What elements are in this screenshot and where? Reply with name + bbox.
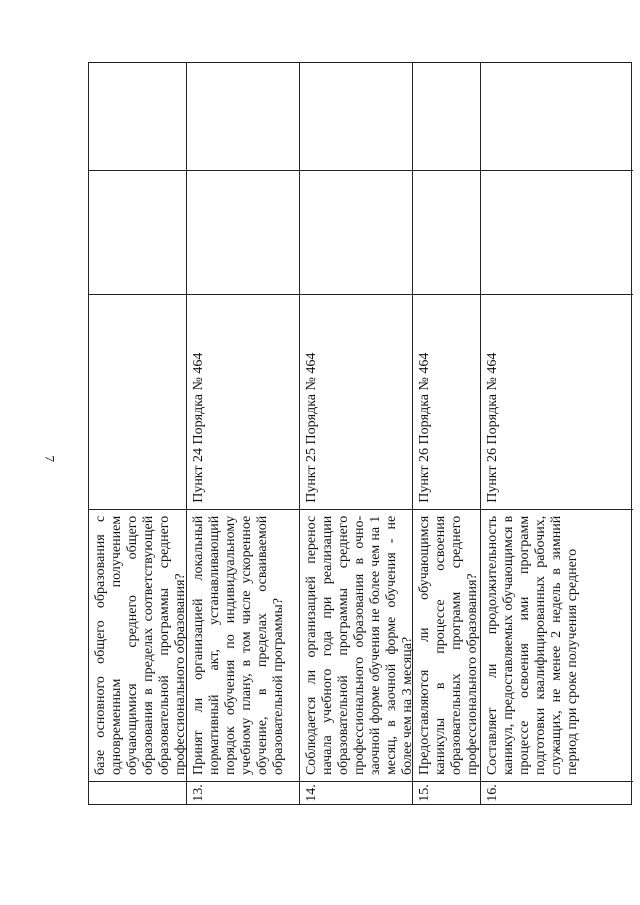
table-row [186,63,299,804]
empty-cell [89,171,186,296]
empty-cell [187,63,299,171]
table-row [299,63,415,804]
table-row [89,63,186,804]
reference-cell: Пункт 26 Порядка № 464 [481,295,633,509]
reference-cell [89,295,186,509]
reference-cell: Пункт 25 Порядка № 464 [300,295,412,509]
question-cell: Составляет ли продолжительность каникул, предоставляемых обучающимся в процессе освоения ими программ подготовки квалифицированных рабочих, служащих, не менее 2 недель в зимний период при сроке получения среднего [481,510,633,782]
page-number: 7 [42,455,58,462]
reference-cell: Пункт 26 Порядка № 464 [413,295,480,509]
empty-cell [481,63,633,171]
row-number: 15. [417,784,432,802]
empty-cell [187,171,299,296]
empty-cell [89,63,186,171]
empty-cell [300,63,412,171]
question-cell: Принят ли организацией локальный нормативный акт, устанавливающий порядок обучения по индивидуальному учебному плану, в том числе ускоренное обучение, в пределах осваиваемой образовательной программы? [187,510,299,782]
row-number: 13. [191,784,206,802]
empty-cell [413,171,480,296]
empty-cell [481,171,633,296]
row-number: 16. [485,784,500,802]
row-number [89,782,186,804]
requirements-table [88,62,632,805]
question-cell: Соблюдается ли организацией перенос начала учебного года при реализации образовательной программы среднего профессионального образования в очно-заочной форме обучения не более чем на 1 месяц, в заочной форме обучения - не более чем на 3 месяца? [300,510,412,782]
row-number: 14. [304,784,319,802]
question-cell: базе основного общего образования с одновременным получением обучающимися среднего общего образования в пределах соответствующей образовательной программы среднего профессионального образования? [89,510,186,782]
table-row [480,63,633,804]
empty-cell [413,63,480,171]
reference-cell: Пункт 24 Порядка № 464 [187,295,299,509]
question-cell: Предоставляются ли обучающимся каникулы в процессе освоения образовательных программ среднего профессионального образования? [413,510,480,782]
table-row [412,63,480,804]
empty-cell [300,171,412,296]
